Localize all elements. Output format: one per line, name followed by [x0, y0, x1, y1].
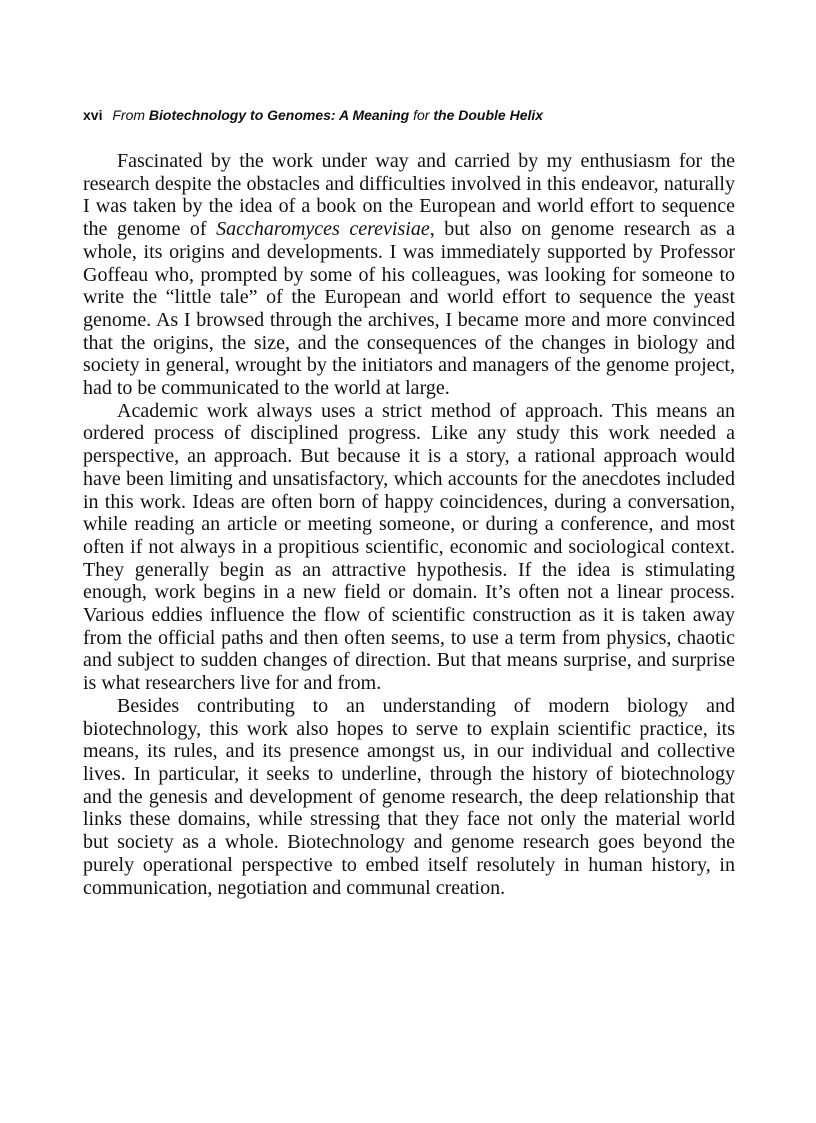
paragraph-1-text-before: Fascinated by the work under way and carried by my enthusiasm for the research despite the obstacles and difficulties involved in this endeavor, naturally I was taken by the idea of a book on the European and world effort to sequence the genome of [83, 150, 735, 241]
running-title-part2: the Double Helix [433, 107, 544, 123]
paragraph-3: Besides contributing to an understanding of modern biology and biotechnology, this work also hopes to serve to explain scientific practice, its means, its rules, and its presence amongst us, in our individual and collective lives. In particular, it seeks to underline, through the history of biotechnology and the genesis and development of genome research, the deep relationship that links these domains, while stressing that they face not only the material world but society as a whole. Biotechnology and genome research goes beyond the purely operational perspective to embed itself resolutely in human history, in communication, negotiation and communal creation. [83, 694, 735, 899]
paragraph-1 [83, 150, 735, 400]
running-title-from: From [112, 107, 146, 123]
running-header [83, 106, 733, 124]
body-text [83, 150, 735, 899]
paragraph-1-text-after: , but also on genome research as a whole, its origins and developments. I was immediately supported by Professor Goffeau who, prompted by some of his colleagues, was looking for someone to write the “little tale” of the European and world effort to sequence the yeast genome. As I browsed through the archives, I became more and more convinced that the origins, the size, and the consequences of the changes in biology and society in general, wrought by the initiators and managers of the genome project, had to be communicated to the world at large. [83, 218, 736, 400]
species-name: Saccharomyces cerevisiae [216, 218, 430, 241]
running-title-for: for [413, 107, 430, 123]
running-title-part1: Biotechnology to Genomes: A Meaning [148, 107, 410, 123]
page-number: xvi [83, 107, 103, 123]
paragraph-2: Academic work always uses a strict method of approach. This means an ordered process of disciplined progress. Like any study this work needed a perspective, an approach. But because it is a story, a rational approach would have been limiting and unsatisfactory, which accounts for the anecdotes included in this work. Ideas are often born of happy coincidences, during a conversation, while reading an article or meeting someone, or during a conference, and most often if not always in a propitious scientific, economic and sociological context. They generally begin as an attractive hypothesis. If the idea is stimulating enough, work begins in a new field or domain. It’s often not a linear process. Various eddies influence the flow of scientific construction as it is taken away from the official paths and then often seems, to use a term from physics, chaotic and subject to sudden changes of direction. But that means surprise, and surprise is what researchers live for and from. [83, 399, 735, 695]
